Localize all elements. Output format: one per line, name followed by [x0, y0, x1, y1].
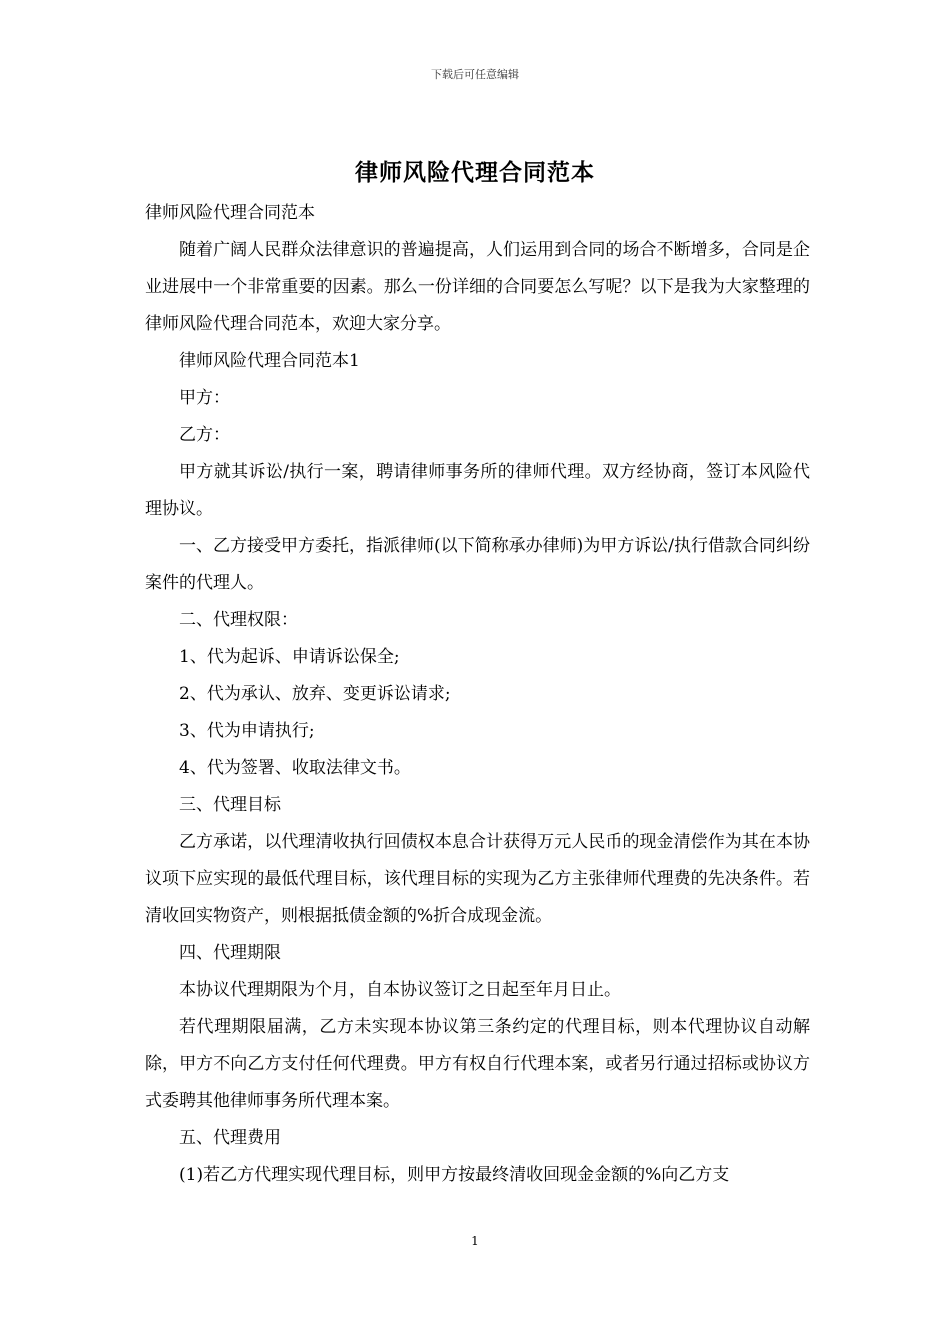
- body-paragraph: 本协议代理期限为个月，自本协议签订之日起至年月日止。: [179, 980, 621, 1000]
- body-paragraph: 随着广阔人民群众法律意识的普遍提高，人们运用到合同的场合不断增多，合同是企业进展中一个非常重要的因素。那么一份详细的合同要怎么写呢？以下是我为大家整理的律师风险代理合同范本，欢迎大家分享。: [145, 240, 810, 334]
- body-paragraph: 律师风险代理合同范本: [145, 203, 315, 223]
- section-heading: 四、代理期限: [179, 943, 281, 963]
- list-item: 4、代为签署、收取法律文书。: [179, 758, 411, 778]
- section-heading: 律师风险代理合同范本1: [179, 351, 360, 371]
- list-item: 3、代为申请执行;: [179, 721, 315, 741]
- page-number: 1: [471, 1234, 479, 1248]
- section-heading: 五、代理费用: [179, 1128, 281, 1148]
- party-b-field: 乙方：: [179, 425, 230, 445]
- party-a-field: 甲方：: [179, 388, 230, 408]
- section-heading: 二、代理权限：: [179, 610, 298, 630]
- document-body: [145, 195, 810, 1194]
- document-title: 律师风险代理合同范本: [355, 159, 595, 186]
- section-heading: 三、代理目标: [179, 795, 281, 815]
- list-item: 2、代为承认、放弃、变更诉讼请求;: [179, 684, 451, 704]
- body-paragraph: 一、乙方接受甲方委托，指派律师(以下简称承办律师)为甲方诉讼/执行借款合同纠纷案件的代理人。: [145, 536, 810, 593]
- page-header-note: 下载后可任意编辑: [431, 68, 519, 81]
- body-paragraph: 若代理期限届满，乙方未实现本协议第三条约定的代理目标，则本代理协议自动解除，甲方不向乙方支付任何代理费。甲方有权自行代理本案，或者另行通过招标或协议方式委聘其他律师事务所代理本案。: [145, 1017, 810, 1111]
- body-paragraph: (1)若乙方代理实现代理目标，则甲方按最终清收回现金金额的%向乙方支: [179, 1165, 730, 1185]
- list-item: 1、代为起诉、申请诉讼保全;: [179, 647, 400, 667]
- body-paragraph: 甲方就其诉讼/执行一案，聘请律师事务所的律师代理。双方经协商，签订本风险代理协议。: [145, 462, 810, 519]
- body-paragraph: 乙方承诺，以代理清收执行回债权本息合计获得万元人民币的现金清偿作为其在本协议项下应实现的最低代理目标，该代理目标的实现为乙方主张律师代理费的先决条件。若清收回实物资产，则根据抵债金额的%折合成现金流。: [145, 832, 810, 926]
